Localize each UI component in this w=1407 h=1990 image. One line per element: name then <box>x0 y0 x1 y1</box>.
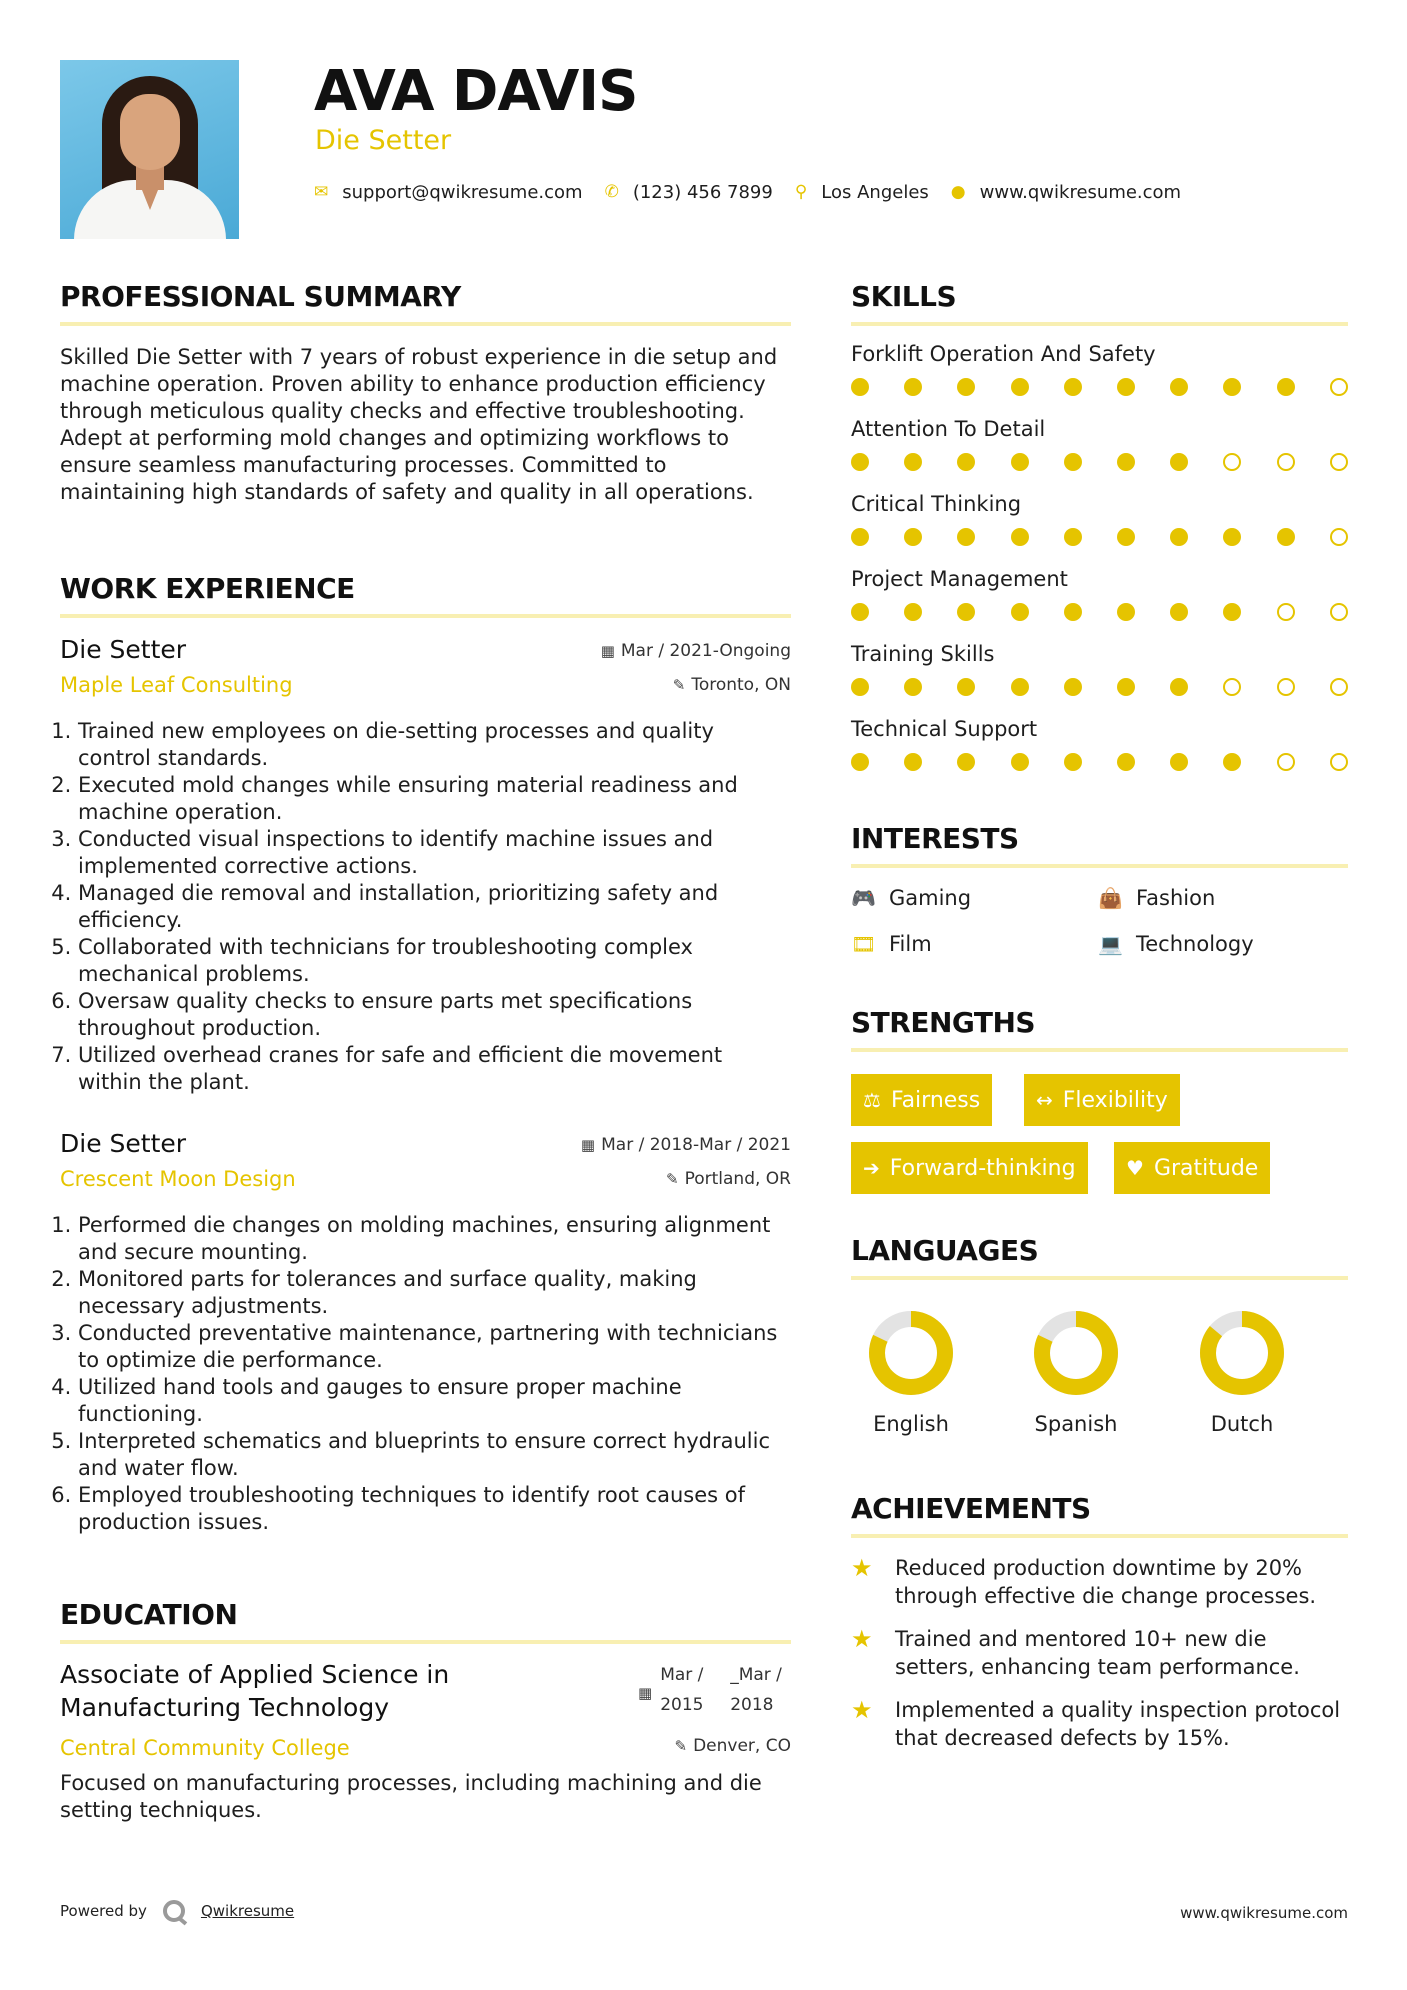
language-name: Dutch <box>1210 1412 1274 1436</box>
interest-technology <box>1098 930 1254 958</box>
skill-row <box>851 490 1348 548</box>
job-entry <box>60 634 791 1096</box>
skill-name: Attention To Detail <box>851 417 1046 441</box>
rating-dot-filled <box>1117 453 1135 471</box>
section-divider <box>60 1640 791 1644</box>
rating-dot-filled <box>851 453 869 471</box>
shopping-bag-icon: 👜 <box>1098 886 1123 910</box>
gamepad-icon: 🎮 <box>851 886 876 910</box>
rating-dot-filled <box>1011 753 1029 771</box>
skills-section <box>851 280 1348 326</box>
skill-name: Training Skills <box>851 642 995 666</box>
rating-dot-filled <box>904 378 922 396</box>
rating-dot-filled <box>1011 378 1029 396</box>
list-item: 1. Performed die changes on molding machines, ensuring alignment and secure mounting. <box>78 1212 791 1266</box>
map-pin-icon: ⚲ <box>794 182 808 202</box>
phone-icon: ✆ <box>604 182 619 202</box>
language-donut <box>1199 1310 1285 1396</box>
section-divider <box>851 1534 1348 1538</box>
rating-dot-filled <box>1011 453 1029 471</box>
rating-dot-filled <box>1170 528 1188 546</box>
rating-dot-empty <box>1330 753 1348 771</box>
candidate-title: Die Setter <box>315 125 452 156</box>
strength-label: Forward-thinking <box>889 1156 1076 1181</box>
job-location: Toronto, ON <box>691 675 791 695</box>
rating-dot-filled <box>851 603 869 621</box>
skill-rating <box>851 751 1348 773</box>
rating-dot-filled <box>957 453 975 471</box>
interest-film <box>851 930 932 958</box>
rating-dot-filled <box>1117 603 1135 621</box>
strengths-section <box>851 1006 1348 1052</box>
experience-section <box>60 572 791 618</box>
list-item: 2. Monitored parts for tolerances and surface quality, making necessary adjustments. <box>78 1266 791 1320</box>
language-dutch <box>1182 1310 1302 1438</box>
rating-dot-empty <box>1277 678 1295 696</box>
rating-dot-filled <box>904 753 922 771</box>
arrow-right-icon: ➔ <box>863 1156 880 1180</box>
strength-tag-flexibility <box>1024 1074 1180 1126</box>
section-divider <box>851 1048 1348 1052</box>
strength-label: Fairness <box>890 1088 981 1113</box>
powered-by <box>60 1900 294 1922</box>
education-end-month: _Mar / <box>730 1665 782 1685</box>
rating-dot-empty <box>1277 603 1295 621</box>
skill-rating <box>851 676 1348 698</box>
rating-dot-filled <box>1170 678 1188 696</box>
language-name: English <box>873 1412 949 1436</box>
rating-dot-empty <box>1223 453 1241 471</box>
list-item: 4. Utilized hand tools and gauges to ensure proper machine functioning. <box>78 1374 791 1428</box>
calendar-icon: ▦ <box>600 642 615 660</box>
languages-heading: LANGUAGES <box>851 1234 1039 1267</box>
strength-tag-gratitude <box>1114 1142 1270 1194</box>
rating-dot-filled <box>1064 678 1082 696</box>
achievement-item <box>851 1696 1351 1752</box>
skill-name: Project Management <box>851 567 1068 591</box>
rating-dot-filled <box>957 378 975 396</box>
job-company: Maple Leaf Consulting <box>60 673 293 697</box>
rating-dot-filled <box>1223 603 1241 621</box>
pushpin-icon: ✎ <box>666 1170 679 1188</box>
education-section <box>60 1598 791 1644</box>
rating-dot-filled <box>904 453 922 471</box>
skill-name: Technical Support <box>851 717 1038 741</box>
calendar-icon: ▦ <box>638 1684 653 1702</box>
rating-dot-filled <box>851 753 869 771</box>
list-item: 6. Oversaw quality checks to ensure parts met specifications throughout production. <box>78 988 791 1042</box>
strength-tag-forward-thinking <box>851 1142 1088 1194</box>
skill-rating <box>851 451 1348 473</box>
rating-dot-filled <box>904 603 922 621</box>
rating-dot-empty <box>1330 678 1348 696</box>
pushpin-icon: ✎ <box>672 676 686 694</box>
rating-dot-filled <box>904 528 922 546</box>
language-donut <box>1033 1310 1119 1396</box>
job-company: Crescent Moon Design <box>60 1167 296 1191</box>
language-spanish <box>1016 1310 1136 1438</box>
section-divider <box>60 322 791 326</box>
rating-dot-filled <box>851 678 869 696</box>
languages-section <box>851 1234 1348 1280</box>
education-description: Focused on manufacturing processes, including machining and die setting techniques. <box>60 1771 762 1822</box>
achievements-heading: ACHIEVEMENTS <box>851 1492 1091 1525</box>
section-divider <box>851 1276 1348 1280</box>
shooting-star-icon: ★ <box>851 1554 873 1582</box>
job-location: Portland, OR <box>684 1169 791 1189</box>
rating-dot-filled <box>1223 753 1241 771</box>
job-date: Mar / 2018-Mar / 2021 <box>601 1135 791 1155</box>
job-duties <box>60 1212 791 1536</box>
rating-dot-filled <box>957 603 975 621</box>
education-degree: Associate of Applied Science in Manufacturing Technology <box>60 1660 450 1722</box>
globe-icon: ● <box>950 182 966 202</box>
skill-row <box>851 640 1348 698</box>
interests-section <box>851 822 1348 868</box>
achievement-item <box>851 1625 1351 1681</box>
rating-dot-empty <box>1330 603 1348 621</box>
list-item: 3. Conducted visual inspections to identify machine issues and implemented corrective actions. <box>78 826 791 880</box>
education-dates <box>638 1660 800 1720</box>
summary-section <box>60 280 791 506</box>
shooting-star-icon: ★ <box>851 1696 873 1724</box>
job-entry <box>60 1128 791 1536</box>
rating-dot-filled <box>1170 453 1188 471</box>
rating-dot-filled <box>957 753 975 771</box>
rating-dot-filled <box>1277 378 1295 396</box>
achievement-text: Implemented a quality inspection protocol that decreased defects by 15%. <box>895 1698 1341 1750</box>
rating-dot-filled <box>1064 528 1082 546</box>
rating-dot-filled <box>1117 528 1135 546</box>
footer-url[interactable]: www.qwikresume.com <box>1180 1904 1348 1922</box>
interests-heading: INTERESTS <box>851 822 1019 855</box>
strength-label: Flexibility <box>1062 1088 1168 1113</box>
contact-location: Los Angeles <box>821 181 929 203</box>
achievements-section <box>851 1492 1348 1538</box>
rating-dot-filled <box>1170 753 1188 771</box>
envelope-icon: ✉ <box>314 182 329 202</box>
list-item: 2. Executed mold changes while ensuring material readiness and machine operation. <box>78 772 791 826</box>
interest-fashion <box>1098 884 1215 912</box>
skill-rating <box>851 526 1348 548</box>
skill-name: Forklift Operation And Safety <box>851 342 1156 366</box>
rating-dot-filled <box>1064 378 1082 396</box>
interest-label: Gaming <box>889 886 972 910</box>
rating-dot-filled <box>1170 378 1188 396</box>
rating-dot-filled <box>957 678 975 696</box>
summary-heading: PROFESSIONAL SUMMARY <box>60 280 461 313</box>
section-divider <box>851 864 1348 868</box>
rating-dot-filled <box>851 528 869 546</box>
list-item: 4. Managed die removal and installation, prioritizing safety and efficiency. <box>78 880 791 934</box>
list-item: 7. Utilized overhead cranes for safe and efficient die movement within the plant. <box>78 1042 791 1096</box>
language-donut <box>868 1310 954 1396</box>
education-heading: EDUCATION <box>60 1598 238 1631</box>
rating-dot-empty <box>1330 528 1348 546</box>
strengths-heading: STRENGTHS <box>851 1006 1036 1039</box>
rating-dot-empty <box>1330 453 1348 471</box>
calendar-icon: ▦ <box>580 1136 596 1154</box>
job-role: Die Setter <box>60 1129 187 1158</box>
rating-dot-filled <box>1117 378 1135 396</box>
candidate-name: AVA DAVIS <box>314 59 638 124</box>
language-english <box>851 1310 971 1438</box>
shooting-star-icon: ★ <box>851 1625 873 1653</box>
contact-bar <box>314 178 1203 206</box>
powered-by-label: Powered by <box>60 1902 147 1920</box>
pushpin-icon: ✎ <box>674 1737 688 1755</box>
skill-rating <box>851 601 1348 623</box>
qwikresume-logo-icon <box>163 1900 185 1922</box>
rating-dot-filled <box>1223 378 1241 396</box>
rating-dot-filled <box>1011 603 1029 621</box>
language-name: Spanish <box>1034 1412 1118 1436</box>
experience-heading: WORK EXPERIENCE <box>60 572 355 605</box>
interest-label: Technology <box>1136 932 1254 956</box>
section-divider <box>60 614 791 618</box>
balance-scale-icon: ⚖ <box>863 1088 881 1112</box>
interest-label: Fashion <box>1136 886 1216 910</box>
rating-dot-filled <box>1064 603 1082 621</box>
rating-dot-empty <box>1223 678 1241 696</box>
contact-website[interactable]: www.qwikresume.com <box>979 181 1182 203</box>
education-location: Denver, CO <box>693 1736 791 1756</box>
profile-photo <box>60 60 239 239</box>
skill-row <box>851 565 1348 623</box>
skill-row <box>851 340 1348 398</box>
education-school: Central Community College <box>60 1736 350 1760</box>
skills-heading: SKILLS <box>851 280 957 313</box>
rating-dot-empty <box>1330 378 1348 396</box>
rating-dot-empty <box>1277 453 1295 471</box>
rating-dot-filled <box>1117 678 1135 696</box>
education-start-year: 2015 <box>660 1695 704 1715</box>
education-end-year: 2018 <box>730 1695 774 1715</box>
interest-gaming <box>851 884 971 912</box>
brand-link[interactable]: Qwikresume <box>200 1902 295 1920</box>
rating-dot-empty <box>1277 753 1295 771</box>
skill-rating <box>851 376 1348 398</box>
skill-row <box>851 715 1348 773</box>
rating-dot-filled <box>1170 603 1188 621</box>
strength-tag-fairness <box>851 1074 992 1126</box>
job-duties <box>60 718 791 1096</box>
list-item: 3. Conducted preventative maintenance, partnering with technicians to optimize die performance. <box>78 1320 791 1374</box>
list-item: 1. Trained new employees on die-setting processes and quality control standards. <box>78 718 791 772</box>
rating-dot-filled <box>904 678 922 696</box>
section-divider <box>851 322 1348 326</box>
contact-phone[interactable]: (123) 456 7899 <box>632 181 773 203</box>
list-item: 5. Interpreted schematics and blueprints to ensure correct hydraulic and water flow. <box>78 1428 791 1482</box>
job-date: Mar / 2021-Ongoing <box>620 641 791 661</box>
rating-dot-filled <box>1011 678 1029 696</box>
strength-label: Gratitude <box>1153 1156 1259 1181</box>
rating-dot-filled <box>957 528 975 546</box>
film-icon: 🎞 <box>851 932 877 956</box>
education-start-month: Mar / <box>660 1665 704 1685</box>
achievement-item <box>851 1554 1351 1610</box>
rating-dot-filled <box>1064 453 1082 471</box>
arrows-horizontal-icon: ↔ <box>1036 1088 1053 1112</box>
contact-email[interactable]: support@qwikresume.com <box>342 181 583 203</box>
achievement-text: Reduced production downtime by 20% through effective die change processes. <box>895 1556 1317 1608</box>
achievement-text: Trained and mentored 10+ new die setters, enhancing team performance. <box>895 1627 1300 1679</box>
laptop-icon: 💻 <box>1098 932 1123 956</box>
rating-dot-filled <box>851 378 869 396</box>
list-item: 6. Employed troubleshooting techniques to identify root causes of production issues. <box>78 1482 791 1536</box>
skill-name: Critical Thinking <box>851 492 1022 516</box>
rating-dot-filled <box>1064 753 1082 771</box>
rating-dot-filled <box>1277 528 1295 546</box>
job-role: Die Setter <box>60 635 187 664</box>
heart-icon: ♥ <box>1126 1156 1144 1180</box>
summary-text: Skilled Die Setter with 7 years of robust experience in die setup and machine operation. Proven ability to enhance production efficiency through meticulous quality checks and effective troubleshooting. Adept at performing mold changes and optimizing workflows to ensure seamless manufacturing processes. Committed to maintaining high standards of safety and quality in all operations. <box>60 345 778 504</box>
rating-dot-filled <box>1223 528 1241 546</box>
interest-label: Film <box>889 932 932 956</box>
skill-row <box>851 415 1348 473</box>
rating-dot-filled <box>1011 528 1029 546</box>
list-item: 5. Collaborated with technicians for troubleshooting complex mechanical problems. <box>78 934 791 988</box>
rating-dot-filled <box>1117 753 1135 771</box>
